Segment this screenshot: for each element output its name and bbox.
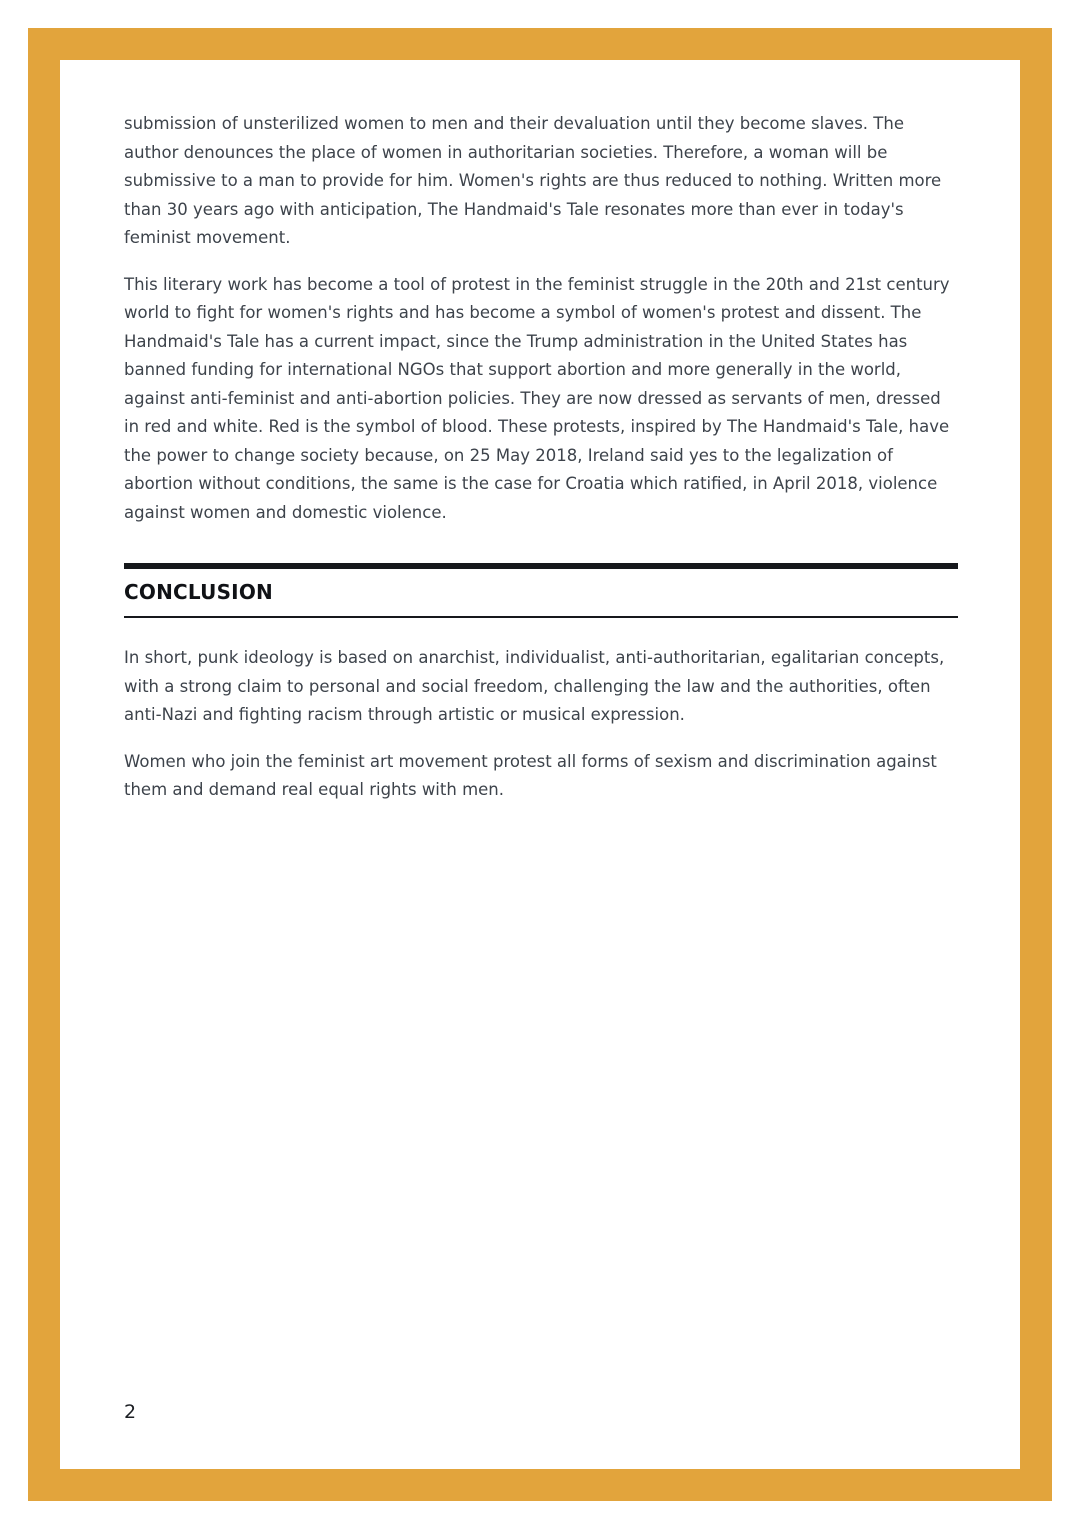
conclusion-paragraph-feminist-art: Women who join the feminist art movement protest all forms of sexism and discrimination against them and demand real equal rights with men.	[124, 751, 937, 799]
conclusion-heading: CONCLUSION	[124, 580, 273, 604]
page-number: 2	[124, 1401, 137, 1423]
conclusion-heading-block	[124, 563, 958, 618]
page-border-frame	[28, 28, 1052, 1501]
paragraph-handmaids-tale-intro: submission of unsterilized women to men and their devaluation until they become slaves. The author denounces the place of women in authoritarian societies. Therefore, a woman will be submissive to a man to provide for him. Women's rights are thus reduced to nothing. Written more than 30 years ago with anticipation, The Handmaid's Tale resonates more than ever in today's feminist movement.	[124, 114, 942, 247]
page-content	[60, 60, 1020, 1469]
conclusion-paragraph-punk-ideology: In short, punk ideology is based on anarchist, individualist, anti-authoritarian, egalitarian concepts, with a strong claim to personal and social freedom, challenging the law and the authorities, often anti-Nazi and fighting racism through artistic or musical expression.	[124, 648, 945, 724]
paragraph-literary-protest: This literary work has become a tool of protest in the feminist struggle in the 20th and 21st century world to fight for women's rights and has become a symbol of women's protest and dissent. The Handmaid's Tale has a current impact, since the Trump administration in the United States has banned funding for international NGOs that support abortion and more generally in the world, against anti-feminist and anti-abortion policies. They are now dressed as servants of men, dressed in red and white. Red is the symbol of blood. These protests, inspired by The Handmaid's Tale, have the power to change society because, on 25 May 2018, Ireland said yes to the legalization of abortion without conditions, the same is the case for Croatia which ratified, in April 2018, violence against women and domestic violence.	[124, 274, 950, 522]
